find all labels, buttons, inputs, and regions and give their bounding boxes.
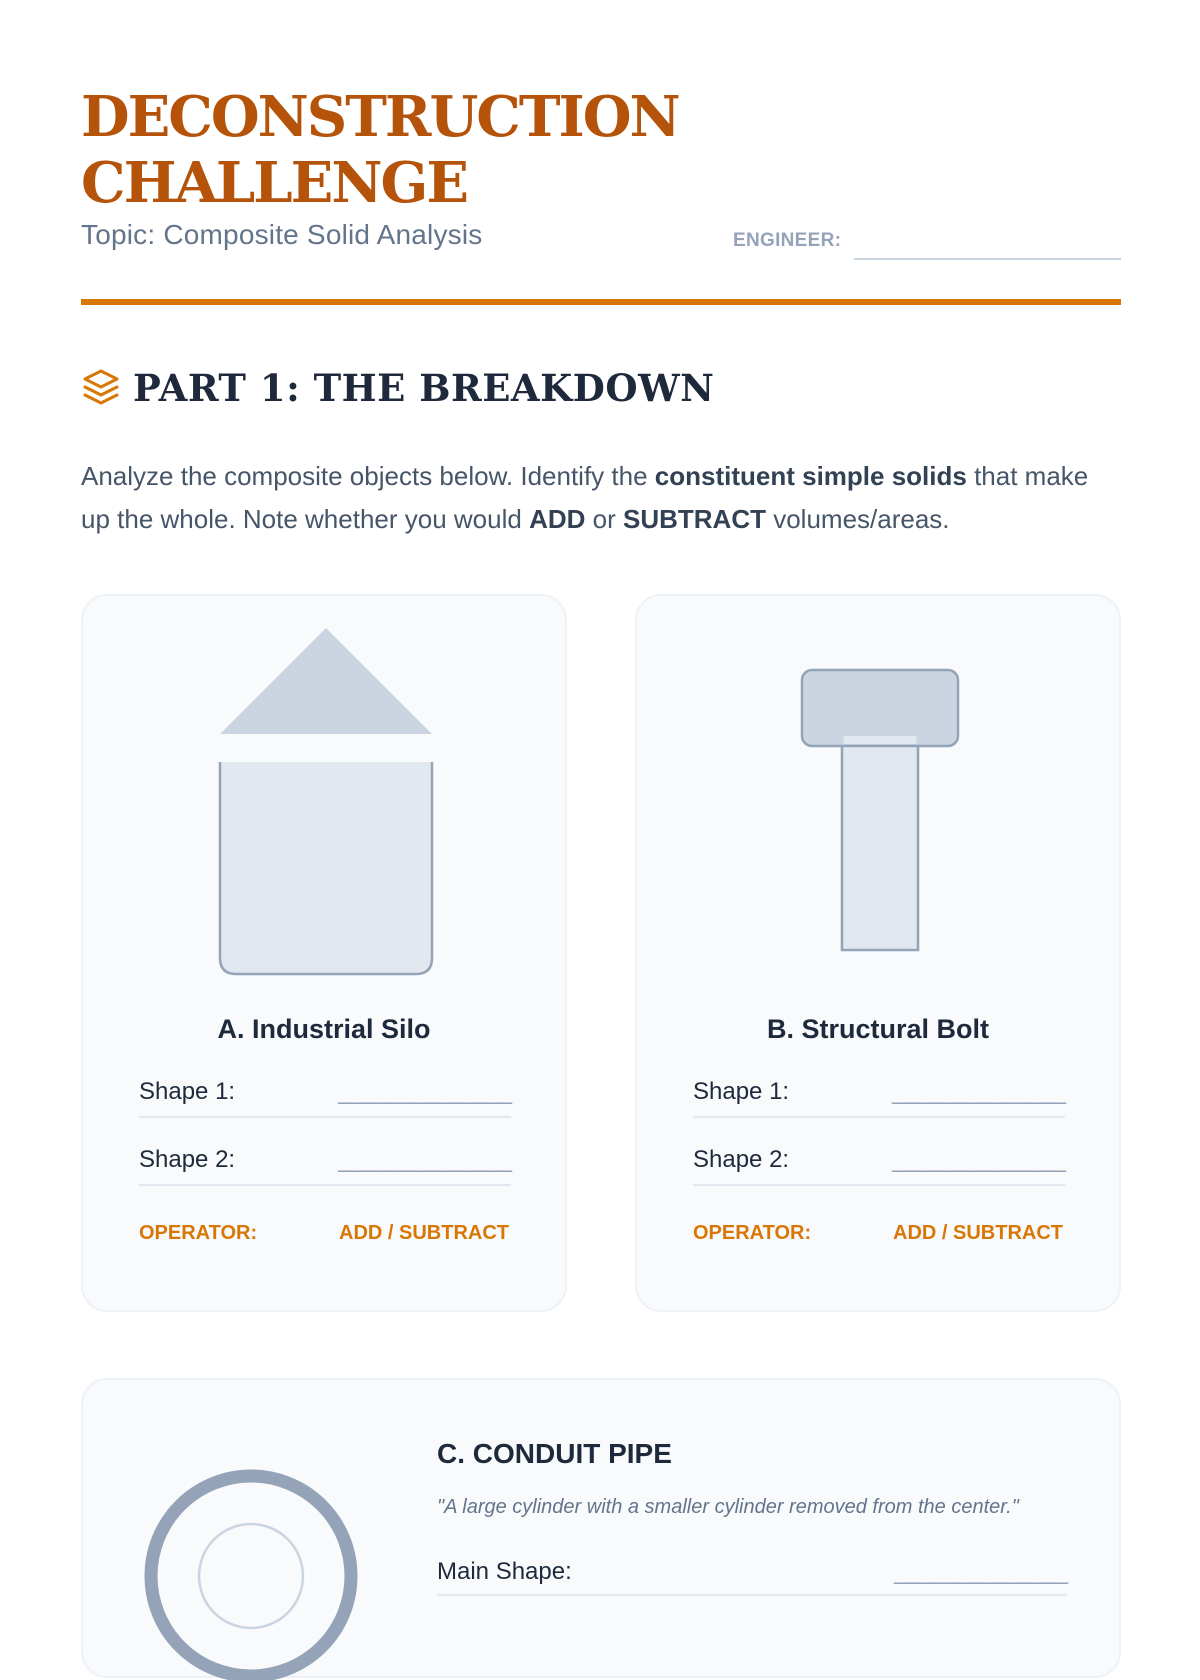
topic-subtitle: Topic: Composite Solid Analysis <box>81 219 483 250</box>
intro-emphasis-add: ADD <box>529 504 586 534</box>
intro-text-4: volumes/areas. <box>765 504 950 534</box>
shape2-row <box>693 1138 1065 1186</box>
card-conduit-pipe <box>81 1378 1121 1678</box>
page-title-line2: CHALLENGE <box>81 150 468 216</box>
intro-emphasis-subtract: SUBTRACT <box>622 504 766 534</box>
shape2-answer-field[interactable]: ______________ <box>892 1146 1065 1173</box>
shape1-row <box>139 1070 511 1118</box>
engineer-name-field[interactable] <box>854 258 1121 260</box>
operator-choice[interactable]: ADD / SUBTRACT <box>893 1222 1063 1244</box>
shape1-answer-field[interactable]: ______________ <box>338 1078 511 1105</box>
pipe-inner-circle <box>199 1524 303 1628</box>
bolt-shaft-shape <box>842 740 918 950</box>
bolt-joint-mask <box>844 736 917 744</box>
engineer-label: ENGINEER: <box>733 230 842 251</box>
intro-text-2: that make up the whole. Note whether you would <box>81 461 1089 534</box>
operator-label: OPERATOR: <box>139 1222 258 1244</box>
card-title: B. Structural Bolt <box>766 1014 989 1044</box>
shape1-answer-field[interactable]: ______________ <box>892 1078 1065 1105</box>
intro-text-1: Analyze the composite objects below. Identify the <box>81 461 655 491</box>
intro-emphasis-solids: constituent simple solids <box>654 461 967 491</box>
silo-illustration <box>83 596 569 996</box>
shape1-label: Shape 1: <box>139 1078 236 1105</box>
instructions-text <box>81 455 1121 541</box>
shape2-label: Shape 2: <box>693 1146 790 1173</box>
silo-cylinder-shape <box>220 762 432 974</box>
operator-label: OPERATOR: <box>693 1222 812 1244</box>
card-title: C. CONDUIT PIPE <box>437 1438 672 1469</box>
section-title: PART 1: THE BREAKDOWN <box>133 366 715 410</box>
bolt-head-shape <box>802 670 958 746</box>
page-title <box>81 84 679 216</box>
layers-icon <box>81 367 121 407</box>
main-shape-row <box>437 1550 1067 1596</box>
shape2-label: Shape 2: <box>139 1146 236 1173</box>
pipe-outer-circle <box>151 1476 351 1676</box>
page-title-line1: DECONSTRUCTION <box>81 84 679 150</box>
card-structural-bolt <box>635 594 1121 1312</box>
bolt-illustration <box>637 596 1123 996</box>
card-industrial-silo <box>81 594 567 1312</box>
shape2-row <box>139 1138 511 1186</box>
shape1-label: Shape 1: <box>693 1078 790 1105</box>
shape2-answer-field[interactable]: ______________ <box>338 1146 511 1173</box>
intro-text-3: or <box>585 504 623 534</box>
card-description: "A large cylinder with a smaller cylinder removed from the center." <box>437 1496 1019 1518</box>
card-title: A. Industrial Silo <box>217 1014 431 1044</box>
header-divider <box>81 299 1121 305</box>
main-shape-answer-field[interactable]: ______________ <box>894 1558 1067 1585</box>
worksheet-page <box>81 0 1121 1600</box>
pipe-illustration <box>83 1380 423 1680</box>
shape1-row <box>693 1070 1065 1118</box>
silo-cone-shape <box>220 628 432 734</box>
main-shape-label: Main Shape: <box>437 1558 572 1585</box>
operator-choice[interactable]: ADD / SUBTRACT <box>339 1222 509 1244</box>
